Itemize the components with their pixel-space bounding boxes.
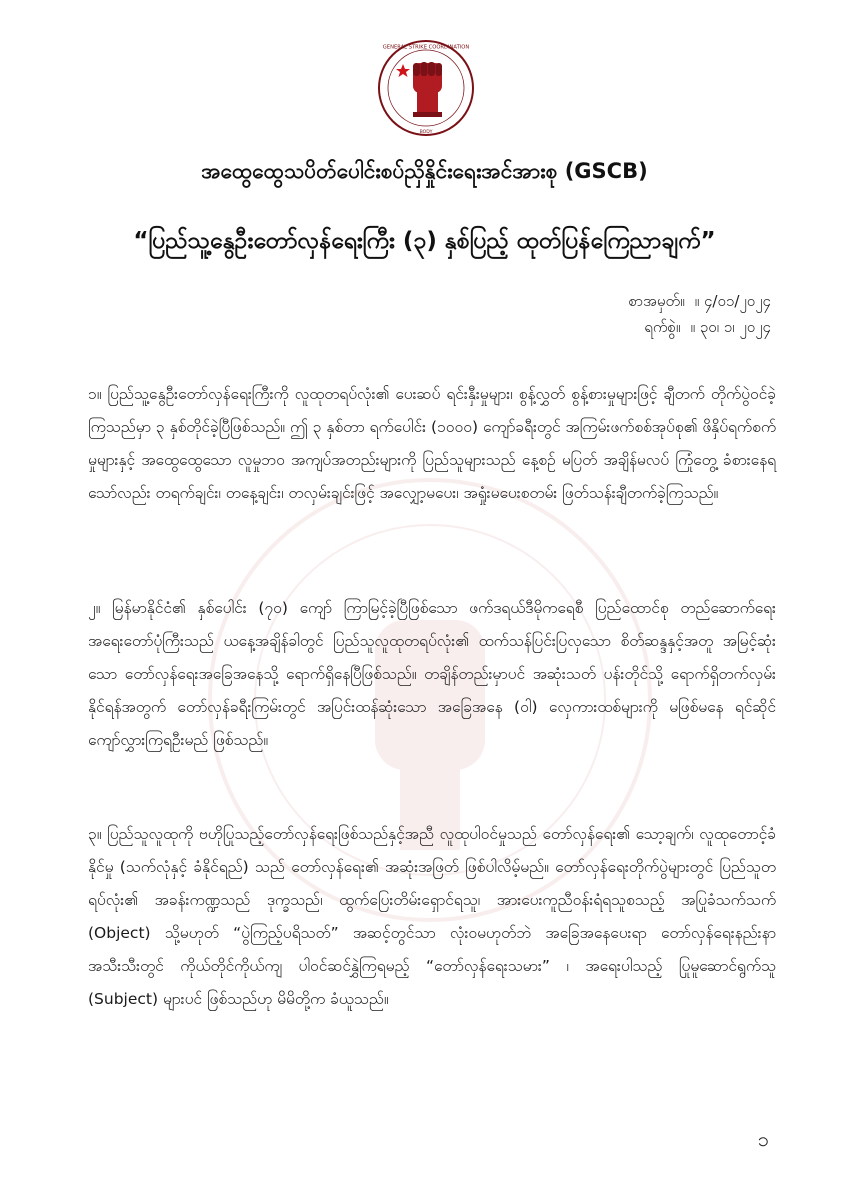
organization-name: အထွေထွေသပိတ်ပေါင်းစပ်ညှိနှိုင်းရေးအင်အားစု (GSCB): [201, 159, 648, 183]
gscb-fist-logo-icon: [376, 38, 476, 138]
svg-text:BODY: BODY: [419, 130, 433, 135]
reference-label: စာအမှတ်။: [628, 292, 685, 310]
svg-text:GENERAL STRIKE COORDINATION: GENERAL STRIKE COORDINATION: [382, 44, 470, 51]
page-number: ၁: [757, 1127, 769, 1151]
paragraph-2: ၂။ မြန်မာနိုင်ငံ၏ နှစ်ပေါင်း (၇၀) ကျော် ကြာမြင့်ခဲ့ပြီဖြစ်သော ဖက်ဒရယ်ဒီမိုကရေစီ ပြည်ထောင်စု တည်ဆောက်ရေး အရေးတော်ပုံကြီးသည် ယနေ့အချိန်ခါတွင် ပြည်သူလူထုတရပ်လုံး၏ ထက်သန်ပြင်းပြလှသော စိတ်ဆန္ဒနှင့်အတူ အမြင့်ဆုံးသော တော်လှန်ရေးအခြေအနေသို့ ရောက်ရှိနေပြီဖြစ်သည်။ တချိန်တည်းမှာပင် အဆုံးသတ် ပန်းတိုင်သို့ ရောက်ရှိတက်လှမ်းနိုင်ရန်အတွက် တော်လှန်ခရီးကြမ်းတွင် အပြင်းထန်ဆုံးသော အခြေအနေ (ဝါ) လှေကားထစ်များကို မဖြစ်မနေ ရင်ဆိုင်ကျော်လွှားကြရဦးမည် ဖြစ်သည်။: [88, 599, 776, 749]
date-value: ။ ၃၀၊ ၁၊ ၂၀၂၄: [690, 318, 771, 336]
reference-value: ။ ၄/၀၁/၂၀၂၄: [694, 292, 771, 310]
paragraph-1: ၁။ ပြည်သူ့နွေဦးတော်လှန်ရေးကြီးကို လူထုတရပ်လုံး၏ ပေးဆပ် ရင်းနှီးမှုများ၊ စွန့်လွှတ် စွန့်စားမှုများဖြင့် ချီတက် တိုက်ပွဲဝင်ခဲ့ကြသည်မှာ ၃ နှစ်တိုင်ခဲ့ပြီဖြစ်သည်။ ဤ ၃ နှစ်တာ ရက်ပေါင်း (၁၀၀၀) ကျော်ခရီးတွင် အကြမ်းဖက်စစ်အုပ်စု၏ ဖိနှိပ်ရက်စက်မှုများနှင့် အထွေထွေသော လူမှုဘဝ အကျပ်အတည်းများကို ပြည်သူများသည် နေ့စဉ် မပြတ် အချိန်မလပ် ကြုံတွေ့ ခံစားနေရသော်လည်း တရက်ချင်း၊ တနေ့ချင်း၊ တလှမ်းချင်းဖြင့် အလျှော့မပေး၊ အရှုံးမပေးစတမ်း ဖြတ်သန်းချီတက်ခဲ့ကြသည်။: [88, 385, 776, 502]
paragraph-3: ၃။ ပြည်သူလူထုကို ဗဟိုပြုသည့်တော်လှန်ရေးဖြစ်သည်နှင့်အညီ လူထုပါဝင်မှုသည် တော်လှန်ရေး၏ သော့ချက်၊ လူထုတောင့်ခံနိုင်မှု (သက်လုံနှင့် ခံနိုင်ရည်) သည် တော်လှန်ရေး၏ အဆုံးအဖြတ် ဖြစ်ပါလိမ့်မည်။ တော်လှန်ရေးတိုက်ပွဲများတွင် ပြည်သူတရပ်လုံး၏ အခန်းကဏ္ဍသည် ဒုက္ခသည်၊ ထွက်ပြေးတိမ်းရှောင်ရသူ၊ အားပေးကူညီဝန်းရံရသူစသည့် အပြုခံသက်သက် (Object) သို့မဟုတ် “ပွဲကြည့်ပရိသတ်” အဆင့်တွင်သာ လုံးဝမဟုတ်ဘဲ အခြေအနေပေးရာ တော်လှန်ရေးနည်းနာ အသီးသီးတွင် ကိုယ်တိုင်ကိုယ်ကျ ပါဝင်ဆင်နွှဲကြရမည့် “တော်လှန်ရေးသမား” ၊ အရေးပါသည့် ပြုမူဆောင်ရွက်သူ (Subject) များပင် ဖြစ်သည်ဟု မိမိတို့က ခံယူသည်။: [88, 825, 776, 1008]
document-title: “ပြည်သူ့နွေဦးတော်လှန်ရေးကြီး (၃) နှစ်ပြည့် ထုတ်ပြန်ကြေညာချက်”: [133, 228, 716, 254]
reference-number: [451, 292, 771, 314]
date-label: ရက်စွဲ။: [644, 318, 681, 336]
document-date: [451, 318, 771, 340]
